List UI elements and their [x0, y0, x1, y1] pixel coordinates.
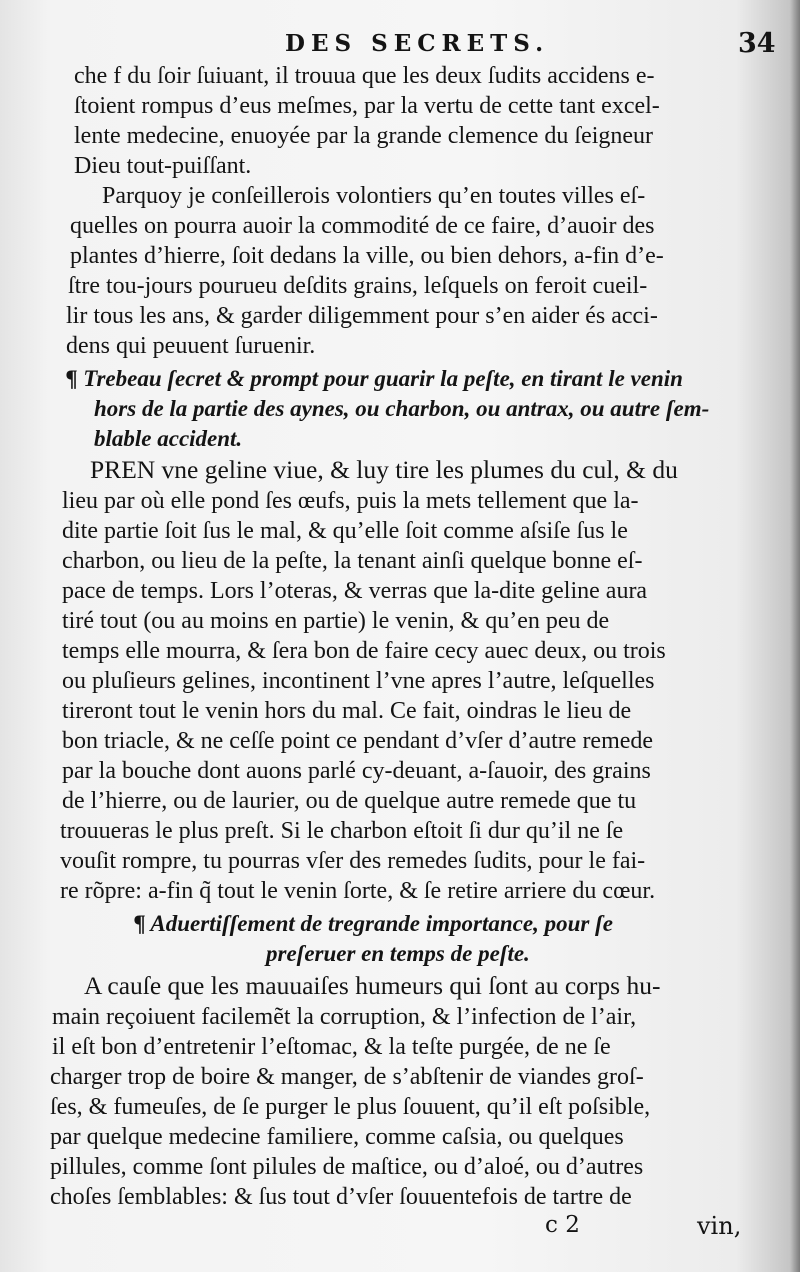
text-line: Parquoy je conſeillerois volontiers qu’en toutes villes eſ-: [102, 183, 646, 209]
text-line: vouſit rompre, tu pourras vſer des remedes ſudits, pour le fai-: [60, 848, 646, 874]
text-line: che f du ſoir ſuiuant, il trouua que les deux ſudits accidens e-: [74, 63, 655, 89]
page-edge-shadow: [790, 0, 800, 1272]
text-line: A cauſe que les mauuaiſes humeurs qui ſont au corps hu-: [84, 971, 661, 1000]
text-line: dite partie ſoit ſus le mal, & qu’elle ſoit comme aſsiſe ſus le: [62, 518, 628, 544]
text-line: ſes, & fumeuſes, de ſe purger le plus ſouuent, qu’il eſt poſsible,: [50, 1094, 651, 1120]
section-heading-line: ¶ Aduertiſſement de tregrande importance, pour ſe: [134, 911, 613, 936]
text-line: temps elle mourra, & ſera bon de faire cecy auec deux, ou trois: [62, 638, 666, 664]
catchword: vin,: [697, 1212, 742, 1240]
text-line: tiré tout (ou au moins en partie) le venin, & qu’en peu de: [62, 608, 610, 634]
section-heading-line: preſeruer en temps de peſte.: [266, 941, 530, 966]
text-line: par quelque medecine familiere, comme caſsia, ou quelques: [50, 1124, 624, 1150]
text-line: lir tous les ans, & garder diligemment pour s’en aider és acci-: [66, 303, 658, 329]
text-line: PREN vne geline viue, & luy tire les plumes du cul, & du: [90, 455, 678, 484]
text-line: trouueras le plus preſt. Si le charbon eſtoit ſi dur qu’il ne ſe: [60, 818, 624, 844]
page-header: [0, 26, 800, 66]
section-heading-line: ¶ Trebeau ſecret & prompt pour guarir la peſte, en tirant le venin: [66, 366, 683, 391]
text-line: ſtre tou-jours pourueu deſdits grains, leſquels on feroit cueil-: [68, 273, 648, 299]
text-line: pillules, comme ſont pilules de maſtice, ou d’aloé, ou d’autres: [50, 1154, 644, 1180]
text-line: lente medecine, enuoyée par la grande clemence du ſeigneur: [74, 123, 654, 149]
text-line: lieu par où elle pond ſes œufs, puis la mets tellement que la-: [62, 488, 639, 514]
text-line: main reçoiuent facilemẽt la corruption, & l’infection de l’air,: [52, 1004, 637, 1030]
text-line: ou pluſieurs gelines, incontinent l’vne apres l’autre, leſquelles: [62, 668, 655, 694]
text-line: Dieu tout-puiſſant.: [74, 153, 252, 179]
signature-mark: c 2: [545, 1212, 580, 1238]
text-line: dens qui peuuent ſuruenir.: [66, 333, 316, 359]
text-line: re rõpre: a-fin q̃ tout le venin ſorte, & ſe retire arriere du cœur.: [60, 878, 656, 904]
page-number: 34: [738, 28, 776, 59]
text-line: charger trop de boire & manger, de s’abſtenir de viandes groſ-: [50, 1064, 644, 1090]
text-line: tireront tout le venin hors du mal. Ce fait, oindras le lieu de: [62, 698, 632, 724]
text-line: quelles on pourra auoir la commodité de ce faire, d’auoir des: [70, 213, 655, 239]
page-footer: [0, 1208, 800, 1248]
text-line: charbon, ou lieu de la peſte, la tenant ainſi quelque bonne eſ-: [62, 548, 643, 574]
text-line: choſes ſemblables: & ſus tout d’vſer ſouuentefois de tartre de: [50, 1184, 632, 1210]
text-line: pace de temps. Lors l’oteras, & verras que la-dite geline aura: [62, 578, 648, 604]
section-heading-line: blable accident.: [94, 426, 243, 451]
text-line: ſtoient rompus d’eus meſmes, par la vertu de cette tant excel-: [74, 93, 660, 119]
running-title: DES SECRETS.: [285, 30, 550, 57]
text-line: bon triacle, & ne ceſſe point ce pendant d’vſer d’autre remede: [62, 728, 654, 754]
text-line: par la bouche dont auons parlé cy-deuant, a-ſauoir, des grains: [62, 758, 651, 784]
text-line: plantes d’hierre, ſoit dedans la ville, ou bien dehors, a-fin d’e-: [70, 243, 664, 269]
section-heading-line: hors de la partie des aynes, ou charbon, ou antrax, ou autre ſem-: [94, 396, 710, 421]
text-line: il eſt bon d’entretenir l’eſtomac, & la teſte purgée, de ne ſe: [52, 1034, 611, 1060]
text-line: de l’hierre, ou de laurier, ou de quelque autre remede que tu: [62, 788, 637, 814]
